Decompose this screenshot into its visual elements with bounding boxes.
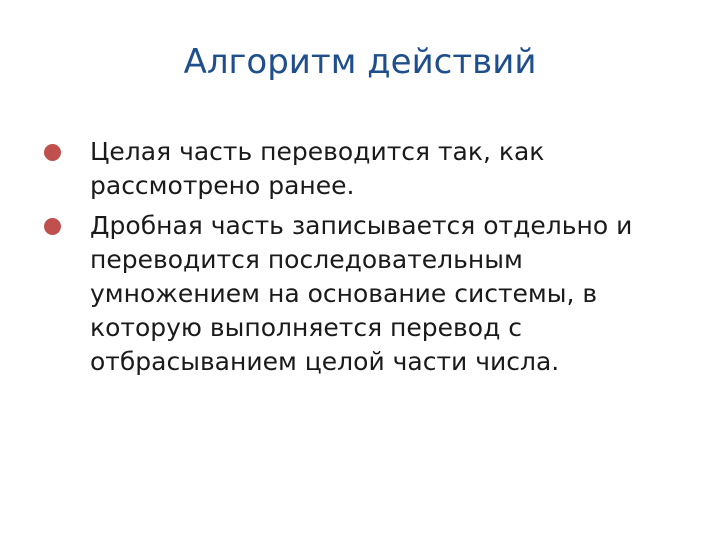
- bullet-text: Дробная часть записывается отдельно и переводится последовательным умножением на основание системы, в которую выполняется перевод с отбрасыванием целой части числа.: [90, 211, 633, 376]
- bullet-dot-icon: [44, 144, 61, 161]
- slide-title: Алгоритм действий: [183, 42, 537, 82]
- list-item: [44, 135, 684, 203]
- list-item: [44, 209, 684, 379]
- bullet-dot-icon: [44, 218, 61, 235]
- bullet-list: [44, 135, 684, 385]
- bullet-text: Целая часть переводится так, как рассмотрено ранее.: [90, 137, 545, 200]
